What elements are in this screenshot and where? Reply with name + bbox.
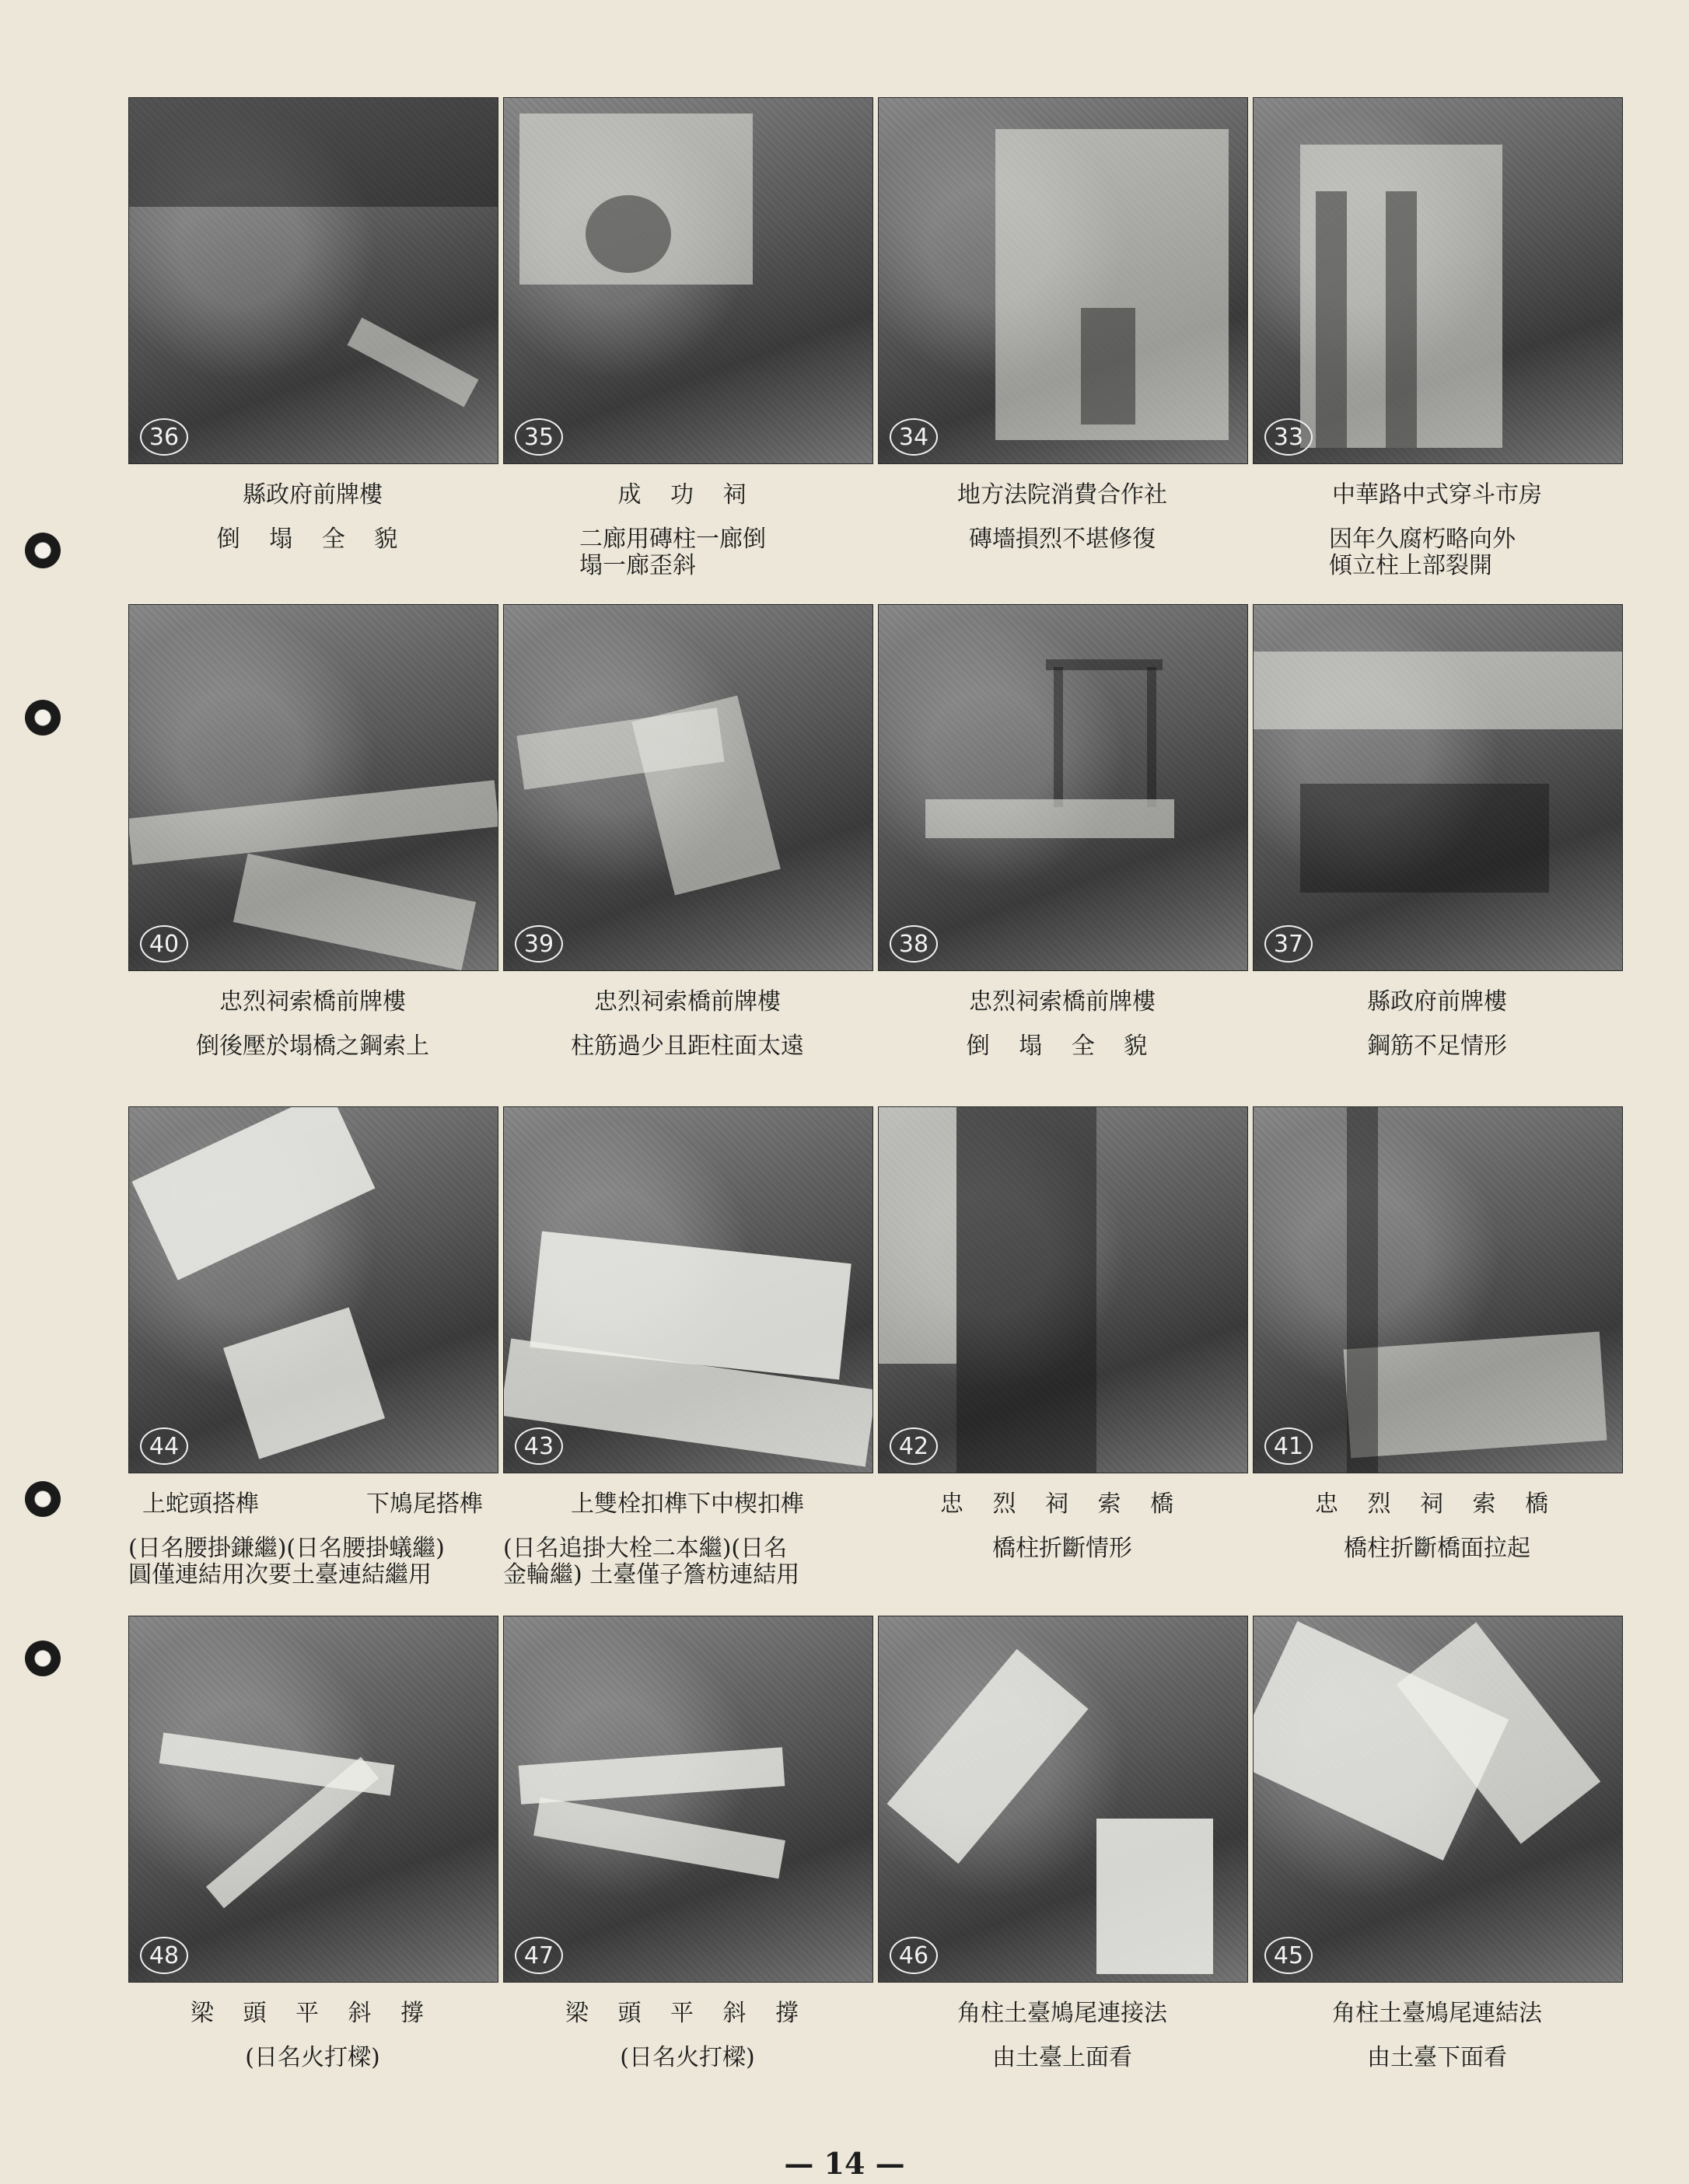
- figure-number: 33: [1264, 418, 1313, 456]
- figure-number: 47: [515, 1937, 563, 1974]
- figure-number: 43: [515, 1427, 563, 1465]
- figure-42: [878, 1106, 1247, 1562]
- photo: [503, 1616, 873, 1983]
- figure-subcaption: 二廊用磚柱一廊倒 塌一廊歪斜: [579, 526, 766, 579]
- figure-37: [1253, 604, 1621, 1060]
- figure-caption: 忠 烈 祠 索 橋: [1314, 1490, 1560, 1518]
- photo: [128, 1616, 498, 1983]
- figure-33: [1253, 97, 1621, 579]
- photo: [878, 1616, 1248, 1983]
- binder-hole: [25, 533, 61, 568]
- figure-38: [878, 604, 1247, 1060]
- figure-caption: 成 功 祠: [617, 481, 757, 508]
- figure-subcaption: 由土臺上面看: [992, 2044, 1132, 2071]
- figure-number: 36: [140, 418, 188, 456]
- figure-34: [878, 97, 1247, 553]
- figure-45: [1253, 1616, 1621, 2071]
- photo: [503, 97, 873, 464]
- photo: [878, 1106, 1248, 1473]
- photo: [503, 604, 873, 971]
- figure-number: 35: [515, 418, 563, 456]
- figure-number: 38: [890, 925, 938, 963]
- figure-number: 45: [1264, 1937, 1313, 1974]
- photo: [878, 604, 1248, 971]
- figure-subcaption: 由土臺下面看: [1367, 2044, 1507, 2071]
- figure-subcaption: (日名火打樑): [620, 2044, 755, 2071]
- photo: [1253, 604, 1623, 971]
- figure-subcaption: 柱筋過少且距柱面太遠: [571, 1033, 804, 1060]
- figure-subcaption: 鋼筋不足情形: [1367, 1033, 1507, 1060]
- figure-number: 37: [1264, 925, 1313, 963]
- figure-46: [878, 1616, 1247, 2071]
- figure-number: 34: [890, 418, 938, 456]
- figure-caption: 忠烈祠索橋前牌樓: [219, 988, 406, 1015]
- photo: [1253, 97, 1623, 464]
- figure-number: 46: [890, 1937, 938, 1974]
- figure-44: [128, 1106, 497, 1588]
- figure-caption: 梁 頭 平 斜 撐: [190, 2000, 435, 2027]
- figure-subcaption: 倒 塌 全 貌: [966, 1033, 1159, 1060]
- figure-35: [503, 97, 872, 579]
- figure-number: 39: [515, 925, 563, 963]
- photo: [128, 1106, 498, 1473]
- figure-caption: 忠 烈 祠 索 橋: [939, 1490, 1185, 1518]
- photo: [1253, 1106, 1623, 1473]
- figure-caption: 縣政府前牌樓: [243, 481, 383, 508]
- figure-47: [503, 1616, 872, 2071]
- figure-caption: 上雙栓扣榫下中楔扣榫: [571, 1490, 804, 1518]
- figure-caption: 地方法院消費合作社: [957, 481, 1167, 508]
- binder-hole: [25, 1641, 61, 1676]
- figure-36: [128, 97, 497, 553]
- figure-number: 48: [140, 1937, 188, 1974]
- figure-subcaption: (日名腰掛鎌繼)(日名腰掛蟻繼) 圓僅連結用次要土臺連結繼用: [128, 1535, 445, 1588]
- figure-48: [128, 1616, 497, 2071]
- page-number: — 14 —: [784, 2146, 905, 2181]
- photo: [878, 97, 1248, 464]
- figure-subcaption: 倒後壓於塌橋之鋼索上: [196, 1033, 429, 1060]
- figure-number: 42: [890, 1427, 938, 1465]
- figure-39: [503, 604, 872, 1060]
- figure-43: [503, 1106, 872, 1588]
- figure-caption: 縣政府前牌樓: [1367, 988, 1507, 1015]
- photo: [503, 1106, 873, 1473]
- figure-caption: 梁 頭 平 斜 撐: [565, 2000, 810, 2027]
- binder-hole: [25, 700, 61, 736]
- figure-subcaption: 橋柱折斷情形: [992, 1535, 1132, 1562]
- photo: [128, 604, 498, 971]
- caption-left: 上蛇頭搭榫: [142, 1490, 259, 1518]
- photo: [1253, 1616, 1623, 1983]
- figure-number: 41: [1264, 1427, 1313, 1465]
- binder-hole: [25, 1481, 61, 1517]
- figure-subcaption: 橋柱折斷橋面拉起: [1344, 1535, 1530, 1562]
- figure-caption: [128, 1490, 497, 1518]
- caption-right: 下鳩尾搭榫: [366, 1490, 483, 1518]
- figure-caption: 忠烈祠索橋前牌樓: [594, 988, 781, 1015]
- figure-caption: 角柱土臺鳩尾連結法: [1332, 2000, 1542, 2027]
- figure-41: [1253, 1106, 1621, 1562]
- photo: [128, 97, 498, 464]
- figure-subcaption: 磚墻損烈不堪修復: [969, 526, 1156, 553]
- figure-subcaption: (日名火打樑): [245, 2044, 380, 2071]
- figure-number: 44: [140, 1427, 188, 1465]
- figure-caption: 角柱土臺鳩尾連接法: [957, 2000, 1167, 2027]
- figure-number: 40: [140, 925, 188, 963]
- figure-caption: 中華路中式穿斗市房: [1332, 481, 1542, 508]
- figure-40: [128, 604, 497, 1060]
- figure-subcaption: (日名追掛大栓二本繼)(日名 金輪繼) 土臺僅子簷枋連結用: [503, 1535, 800, 1588]
- figure-subcaption: 倒 塌 全 貌: [216, 526, 409, 553]
- figure-subcaption: 因年久腐朽略向外 傾立柱上部裂開: [1329, 526, 1516, 579]
- figure-caption: 忠烈祠索橋前牌樓: [969, 988, 1156, 1015]
